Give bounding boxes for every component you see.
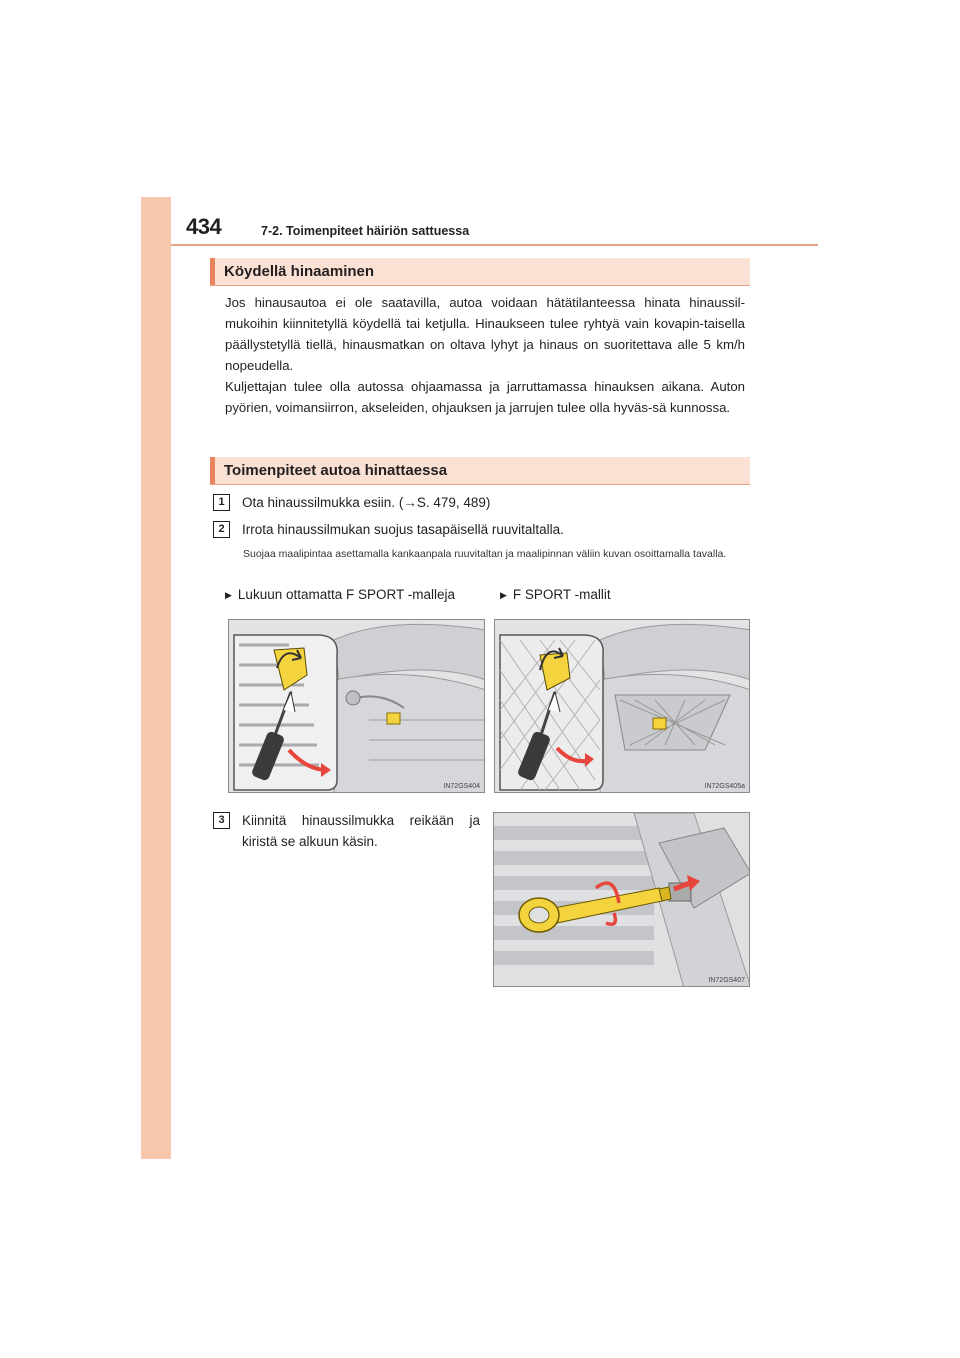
triangle-right-icon: ▶	[500, 590, 507, 600]
figure-cover-removal-standard	[228, 619, 485, 793]
section-header-rope-towing	[210, 258, 750, 286]
step-2-note: Suojaa maalipintaa asettamalla kankaanpala ruuvitaltan ja maalipinnan väliin kuvan osoittamalla tavalla.	[243, 548, 727, 560]
section-title: Köydellä hinaaminen	[224, 263, 375, 280]
section-header-towing-procedure	[210, 457, 750, 485]
variant-label-standard: ▶ Lukuun ottamatta F SPORT -malleja	[225, 587, 456, 602]
driver-requirement-paragraph: Kuljettajan tulee olla autossa ohjaamassa ja jarruttamassa hinauksen aikana. Auton pyörien, voimansiirron, akseleiden, ohjauksen ja jarrujen tulee olla hyväs-sä kunnossa.	[225, 379, 745, 415]
car-front-illustration	[229, 620, 485, 793]
step-number-2: 2	[213, 521, 230, 538]
towing-eyelet-illustration	[494, 813, 750, 987]
section-accent	[210, 457, 215, 484]
figure-code: IN72GS404	[443, 783, 480, 790]
rope-towing-paragraph: Jos hinausautoa ei ole saatavilla, autoa voidaan hätätilanteessa hinata hinaussil-mukoihin kiinnitetyllä köydellä tai ketjulla. Hinaukseen tulee ryhtyä vain kovapin-taisella päällystetyllä tiellä, hinausmatkan on oltava lyhyt ja hinaus on suoritettava alle 5 km/h nopeudella.	[225, 295, 745, 373]
page-number: 434	[186, 214, 222, 239]
figure-towing-eyelet-install	[493, 812, 750, 987]
section-accent	[210, 258, 215, 285]
car-front-illustration	[495, 620, 750, 793]
header-divider	[171, 244, 818, 246]
triangle-right-icon: ▶	[225, 590, 232, 600]
step-number-3: 3	[213, 812, 230, 829]
variant-label-fsport: ▶ F SPORT -mallit	[500, 587, 611, 602]
step-number-1: 1	[213, 494, 230, 511]
figure-code: IN72GS405a	[704, 783, 745, 790]
chapter-title: 7-2. Toimenpiteet häiriön sattuessa	[261, 224, 470, 238]
step-1-text: Ota hinaussilmukka esiin. (→S. 479, 489)	[242, 495, 491, 510]
figure-cover-removal-fsport	[494, 619, 750, 793]
figure-code: IN72GS407	[708, 977, 745, 984]
section-title: Toimenpiteet autoa hinattaessa	[224, 462, 448, 479]
side-margin-band	[141, 197, 171, 1159]
step-3-text: Kiinnitä hinaussilmukka reikään ja kiristä se alkuun käsin.	[242, 813, 480, 849]
step-2-text: Irrota hinaussilmukan suojus tasapäisellä ruuvitaltalla.	[242, 522, 564, 537]
